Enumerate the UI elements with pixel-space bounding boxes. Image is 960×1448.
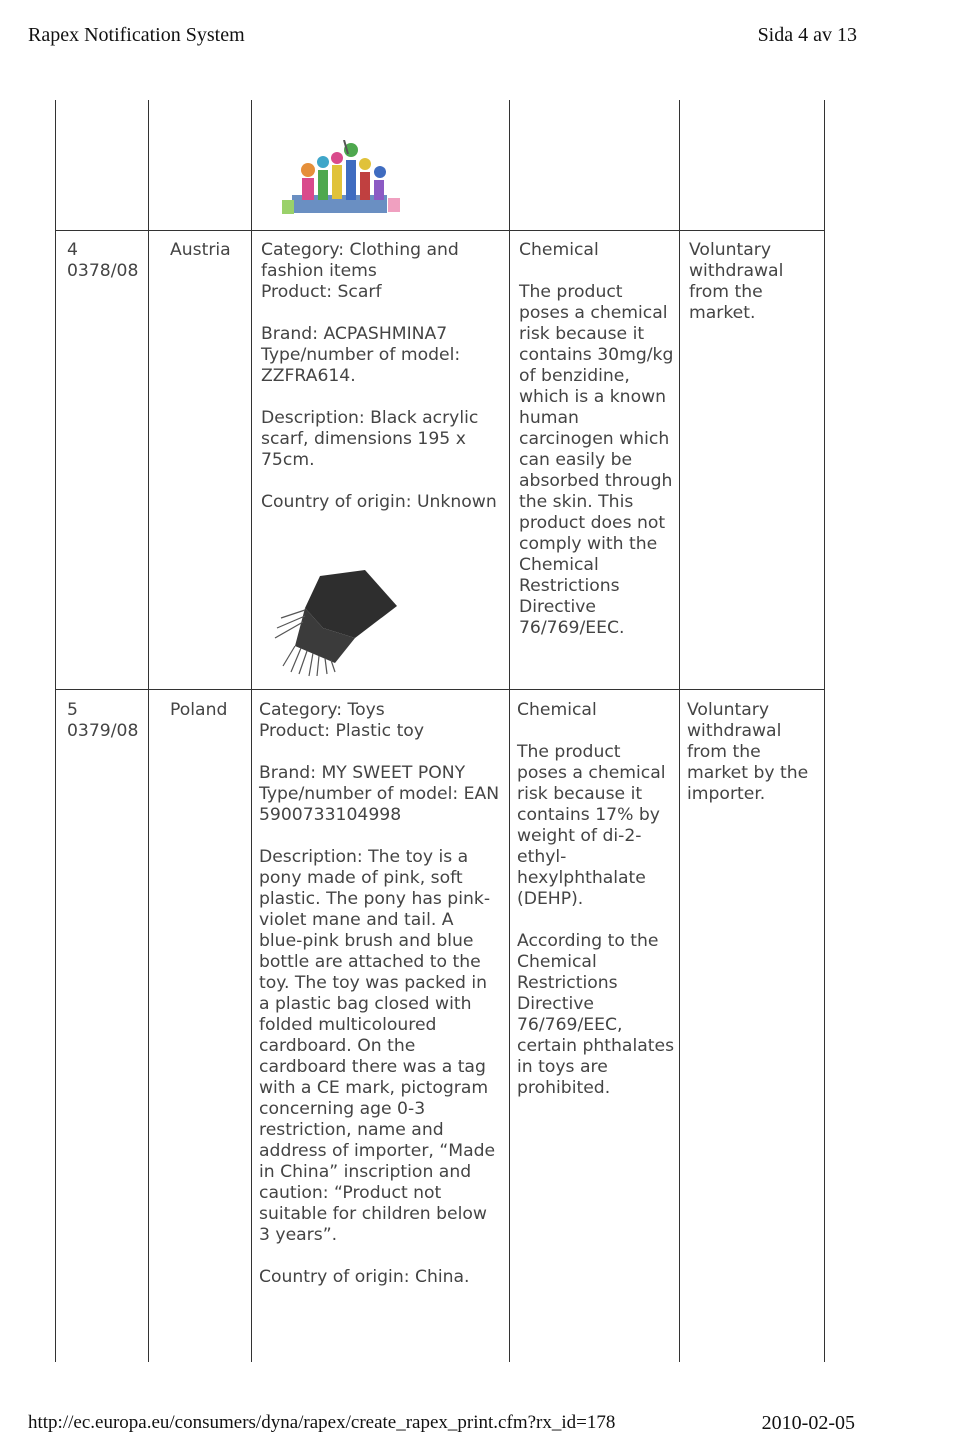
row-4-product-cell bbox=[261, 240, 501, 513]
row-5-risk-cell bbox=[517, 700, 675, 1099]
row-5-product: Product: Plastic toy bbox=[259, 721, 424, 741]
row-4-number: 4 bbox=[67, 240, 78, 260]
row-4-risk-cell bbox=[519, 240, 677, 639]
row-line-1 bbox=[55, 230, 825, 231]
row-4-number-cell bbox=[67, 240, 147, 282]
row-5-measures: Voluntary withdrawal from the market by the importer. bbox=[687, 700, 809, 804]
col-line-3 bbox=[251, 100, 252, 1362]
row-4-risk-type: Chemical bbox=[519, 240, 599, 260]
row-5-number: 5 bbox=[67, 700, 78, 720]
row-4-category: Category: Clothing and fashion items bbox=[261, 240, 459, 281]
row-5-brand: Brand: MY SWEET PONY bbox=[259, 763, 466, 783]
col-line-4 bbox=[509, 100, 510, 1362]
row-4-measures: Voluntary withdrawal from the market. bbox=[689, 240, 784, 323]
row-4-brand: Brand: ACPASHMINA7 bbox=[261, 324, 448, 344]
col-line-6 bbox=[824, 100, 825, 1362]
row-5-model: Type/number of model: EAN 5900733104998 bbox=[259, 784, 500, 825]
footer-url: http://ec.europa.eu/consumers/dyna/rapex/create_rapex_print.cfm?rx_id=178 bbox=[28, 1412, 616, 1433]
row-5-ref: 0379/08 bbox=[67, 721, 139, 741]
footer-date: 2010-02-05 bbox=[761, 1412, 855, 1434]
row-5-description: Description: The toy is a pony made of pink, soft plastic. The pony has pink-violet mane and tail. A blue-pink brush and blue bottle are attached to the toy. The toy was packed in a plastic bag closed with folded multicoloured cardboard. On the cardboard there was a tag with a CE mark, pictogram concerning age 0-3 restriction, name and address of importer, “Made in China” inscription and caution: “Product not suitable for children below 3 years”. bbox=[259, 847, 496, 1245]
row-4-country: Austria bbox=[170, 240, 231, 260]
scarf-product-image bbox=[265, 568, 405, 678]
row-5-number-cell bbox=[67, 700, 147, 742]
row-5-risk-directive: According to the Chemical Restrictions Directive 76/769/EEC, certain phthalates in toys are prohibited. bbox=[517, 931, 675, 1098]
row-5-category: Category: Toys bbox=[259, 700, 385, 720]
row-5-country: Poland bbox=[170, 700, 228, 720]
page-header-title: Rapex Notification System bbox=[28, 24, 245, 46]
row-5-origin: Country of origin: China. bbox=[259, 1267, 470, 1287]
col-line-1 bbox=[55, 100, 56, 1362]
row-5-risk-description: The product poses a chemical risk because it contains 17% by weight of di-2-ethyl-hexylphthalate (DEHP). bbox=[517, 742, 666, 909]
page-number: Sida 4 av 13 bbox=[757, 24, 857, 46]
col-line-5 bbox=[679, 100, 680, 1362]
row-line-2 bbox=[55, 689, 825, 690]
col-line-2 bbox=[148, 100, 149, 1362]
row-4-ref: 0378/08 bbox=[67, 261, 139, 281]
row-4-model: Type/number of model: ZZFRA614. bbox=[261, 345, 461, 386]
row-4-description: Description: Black acrylic scarf, dimensions 195 x 75cm. bbox=[261, 408, 479, 470]
row-4-product: Product: Scarf bbox=[261, 282, 382, 302]
row-4-origin: Country of origin: Unknown bbox=[261, 492, 497, 512]
toy-product-image bbox=[262, 140, 412, 220]
row-5-product-cell bbox=[259, 700, 501, 1288]
row-5-risk-type: Chemical bbox=[517, 700, 597, 720]
row-4-risk-description: The product poses a chemical risk because it contains 30mg/kg of benzidine, which is a known human carcinogen which can easily be absorbed through the skin. This product does not comply with the Chemical Restrictions Directive 76/769/EEC. bbox=[519, 282, 674, 638]
